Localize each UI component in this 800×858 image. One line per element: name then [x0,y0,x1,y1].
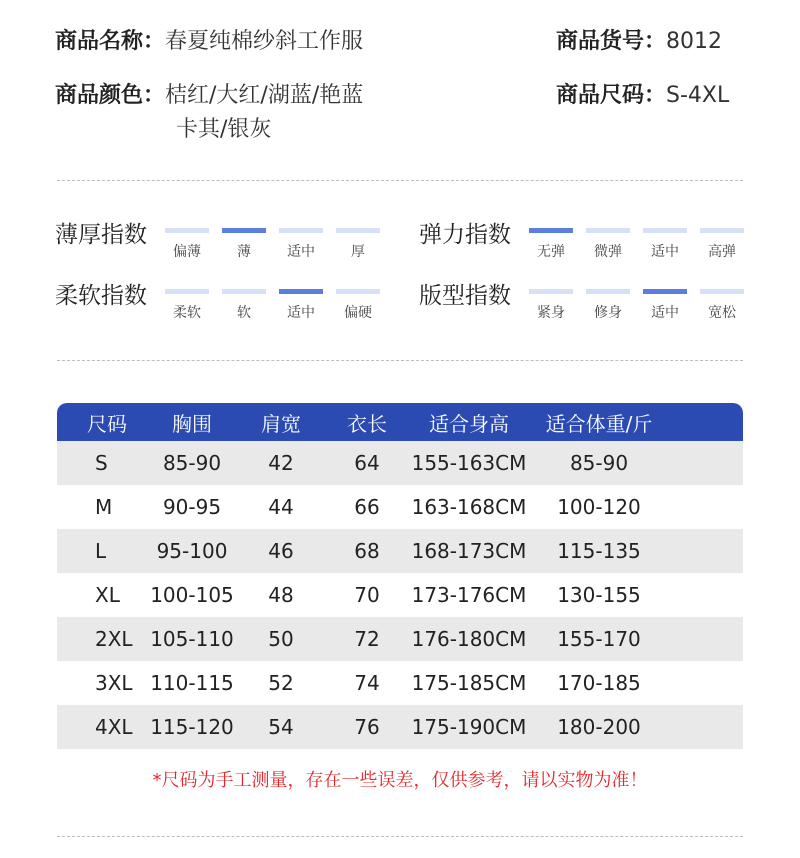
table-cell: 72 [354,627,380,651]
fit-index-label: 版型指数 [419,283,511,309]
table-cell: 173-176CM [411,583,527,607]
product-size-key: 商品尺码： [556,83,667,108]
table-row [57,705,743,749]
table-cell: 42 [268,451,294,475]
size-table-body [57,441,743,749]
product-color-row [55,81,363,111]
softness-option-bar [222,289,266,294]
table-cell: 54 [268,715,294,739]
fit-option-label: 适中 [651,305,679,321]
table-cell: S [95,451,108,475]
elasticity-option-label: 适中 [651,244,679,260]
elasticity-option [586,228,630,261]
fit-option-label: 修身 [594,305,622,321]
table-cell: 168-173CM [411,539,527,563]
thickness-option [279,228,323,261]
product-color-row-2 [176,115,271,145]
thickness-option [165,228,209,261]
fit-option-bar [700,289,744,294]
table-cell: 100-105 [150,583,234,607]
table-cell: 46 [268,539,294,563]
softness-option-bar [165,289,209,294]
fit-option-bar [643,289,687,294]
softness-option-bar [336,289,380,294]
table-cell: 3XL [95,671,133,695]
table-cell: 176-180CM [411,627,527,651]
table-cell: 95-100 [156,539,228,563]
elasticity-option [700,228,744,261]
product-code-key: 商品货号： [556,29,667,54]
product-name-value: 春夏纯棉纱斜工作服 [165,29,364,54]
size-table [57,403,743,749]
table-cell: 2XL [95,627,133,651]
header-length: 衣长 [347,411,387,436]
table-cell: 90-95 [162,495,222,519]
softness-option [165,289,209,322]
header-height: 适合身高 [429,411,509,436]
thickness-option [336,228,380,261]
table-row [57,661,743,705]
thickness-option-label: 偏薄 [173,244,201,260]
softness-option-label: 软 [237,305,251,321]
table-cell: 48 [268,583,294,607]
table-row [57,485,743,529]
header-size: 尺码 [87,411,127,436]
fit-option [700,289,744,322]
divider [57,836,743,837]
table-cell: 85-90 [569,451,629,475]
softness-option-label: 柔软 [173,305,201,321]
table-cell: 175-185CM [411,671,527,695]
softness-option [279,289,323,322]
elasticity-option-label: 高弹 [708,244,736,260]
softness-index-label: 柔软指数 [55,283,147,309]
table-cell: 170-185 [557,671,641,695]
elasticity-index-label: 弹力指数 [419,222,511,248]
thickness-option-label: 适中 [287,244,315,260]
thickness-option-label: 厚 [351,244,365,260]
softness-option [336,289,380,322]
fit-option-label: 紧身 [537,305,565,321]
table-cell: 115-135 [557,539,641,563]
product-size-row [556,81,729,111]
table-cell: 52 [268,671,294,695]
thickness-option-bar [165,228,209,233]
elasticity-option-bar [586,228,630,233]
table-cell: 70 [354,583,380,607]
table-cell: L [95,539,107,563]
table-cell: 64 [354,451,380,475]
table-cell: 44 [268,495,294,519]
elasticity-option [643,228,687,261]
table-cell: 85-90 [162,451,222,475]
header-shoulder: 肩宽 [261,411,301,436]
table-cell: 115-120 [150,715,234,739]
softness-option-label: 适中 [287,305,315,321]
elasticity-option-bar [529,228,573,233]
size-table-header [57,403,743,441]
product-size-value: S-4XL [666,83,730,108]
elasticity-option [529,228,573,261]
thickness-index-label: 薄厚指数 [55,222,147,248]
table-cell: M [95,495,113,519]
fit-option-bar [529,289,573,294]
header-chest: 胸围 [172,411,212,436]
fit-option-bar [586,289,630,294]
table-cell: 68 [354,539,380,563]
table-cell: 100-120 [557,495,641,519]
thickness-option-bar [336,228,380,233]
fit-option [643,289,687,322]
product-code-row [556,27,722,57]
elasticity-option-bar [700,228,744,233]
product-color-value-line1: 桔红/大红/湖蓝/艳蓝 [165,83,364,108]
product-code-value: 8012 [666,29,723,54]
thickness-option-bar [279,228,323,233]
divider [57,180,743,181]
table-cell: 74 [354,671,380,695]
fit-option [529,289,573,322]
softness-option-bar [279,289,323,294]
table-cell: 155-163CM [411,451,527,475]
table-cell: 180-200 [557,715,641,739]
product-color-value-line2: 卡其/银灰 [176,117,272,142]
thickness-option-label: 薄 [237,244,251,260]
divider [57,360,743,361]
softness-option-label: 偏硬 [344,305,372,321]
elasticity-option-label: 微弹 [594,244,622,260]
table-cell: 105-110 [150,627,234,651]
product-color-key: 商品颜色： [55,83,166,108]
fit-option-label: 宽松 [708,305,736,321]
elasticity-option-label: 无弹 [537,244,565,260]
table-cell: 50 [268,627,294,651]
product-name-key: 商品名称： [55,29,166,54]
table-cell: 163-168CM [411,495,527,519]
table-cell: 4XL [95,715,133,739]
product-name-row [55,27,363,57]
table-cell: XL [95,583,120,607]
header-weight: 适合体重/斤 [545,411,653,436]
table-row [57,441,743,485]
table-cell: 130-155 [557,583,641,607]
softness-option [222,289,266,322]
table-cell: 110-115 [150,671,234,695]
table-row [57,529,743,573]
fit-option [586,289,630,322]
elasticity-option-bar [643,228,687,233]
table-row [57,573,743,617]
table-row [57,617,743,661]
table-cell: 155-170 [557,627,641,651]
measurement-note: *尺码为手工测量，存在一些误差，仅供参考，请以实物为准！ [152,770,648,791]
thickness-option-bar [222,228,266,233]
thickness-option [222,228,266,261]
table-cell: 66 [354,495,380,519]
table-cell: 175-190CM [411,715,527,739]
table-cell: 76 [354,715,380,739]
